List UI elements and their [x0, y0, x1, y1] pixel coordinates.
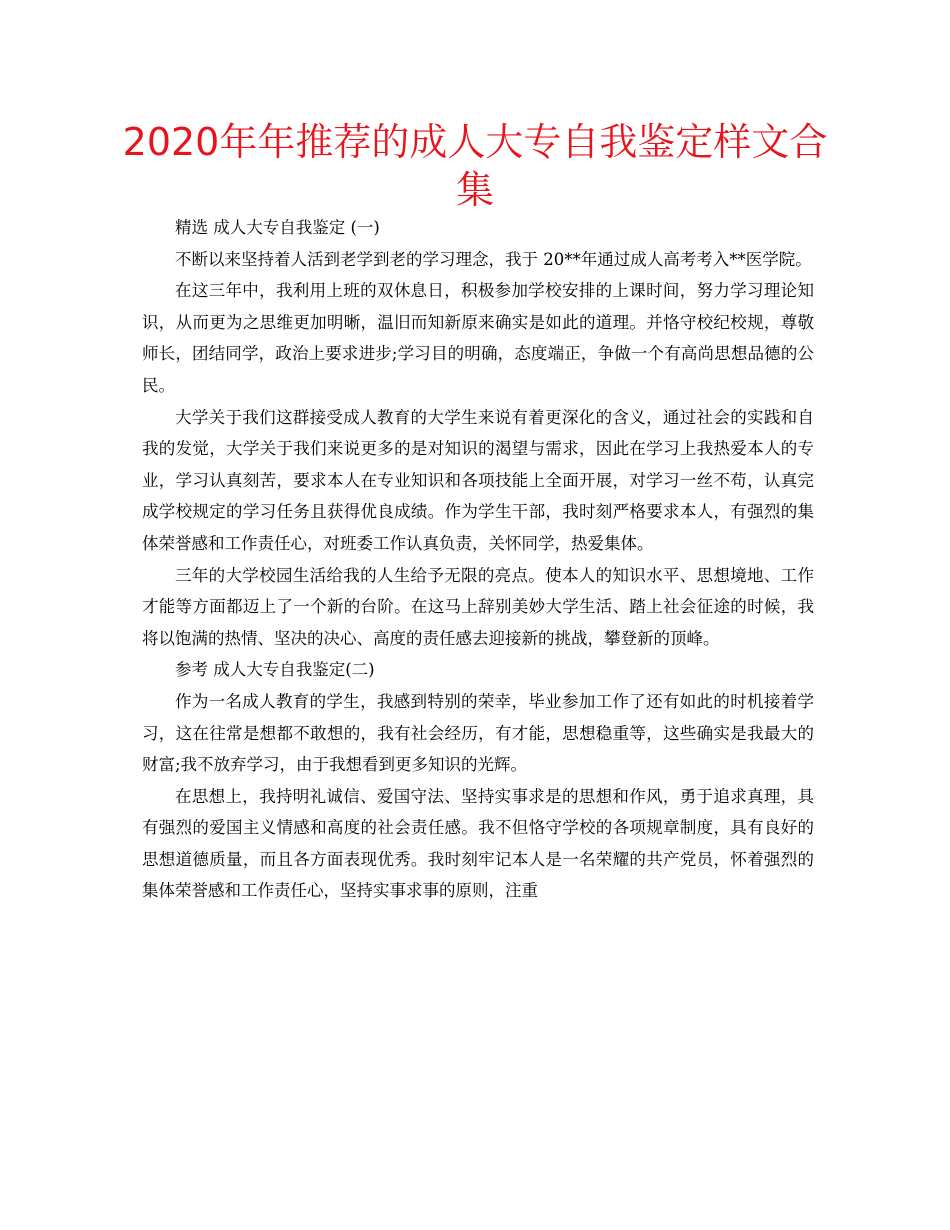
- paragraph-4: 三年的大学校园生活给我的人生给予无限的亮点。使本人的知识水平、思想境地、工作才能等方面都迈上了一个新的台阶。在这马上辞别美妙大学生活、踏上社会征途的时候，我将以饱满的热情、坚决的决心、高度的责任感去迎接新的挑战，攀登新的顶峰。: [142, 565, 814, 648]
- document-body: [142, 212, 814, 907]
- paragraph-1: 不断以来坚持着人活到老学到老的学习理念，我于 20**年通过成人高考考入**医学院。: [175, 249, 812, 269]
- paragraph-6: 在思想上，我持明礼诚信、爱国守法、坚持实事求是的思想和作风，勇于追求真理，具有强烈的爱国主义情感和高度的社会责任感。我不但恪守学校的各项规章制度，具有良好的思想道德质量，而且各方面表现优秀。我时刻牢记本人是一名荣耀的共产党员，怀着强烈的集体荣誉感和工作责任心，坚持实事求事的原则，注重: [142, 786, 814, 901]
- paragraph-2: 在这三年中，我利用上班的双休息日，积极参加学校安排的上课时间，努力学习理论知识，从而更为之思维更加明晰，温旧而知新原来确实是如此的道理。并恪守校纪校规，尊敬师长，团结同学，政治上要求进步;学习目的明确，态度端正，争做一个有高尚思想品德的公民。: [142, 281, 814, 395]
- paragraph-5: 作为一名成人教育的学生，我感到特别的荣幸，毕业参加工作了还有如此的时机接着学习，这在往常是想都不敢想的，我有社会经历，有才能，思想稳重等，这些确实是我最大的财富;我不放弃学习，由于我想看到更多知识的光辉。: [142, 691, 814, 775]
- paragraph-3: 大学关于我们这群接受成人教育的大学生来说有着更深化的含义，通过社会的实践和自我的发觉，大学关于我们来说更多的是对知识的渴望与需求，因此在学习上我热爱本人的专业，学习认真刻苦，要求本人在专业知识和各项技能上全面开展，对学习一丝不苟，认真完成学校规定的学习任务且获得优良成绩。作为学生干部，我时刻严格要求本人，有强烈的集体荣誉感和工作责任心，对班委工作认真负责，关怀同学，热爱集体。: [142, 407, 814, 553]
- section-heading-2: 参考 成人大专自我鉴定(二): [175, 660, 375, 680]
- document-title: 2020年年推荐的成人大专自我鉴定样文合集: [122, 120, 828, 212]
- section-heading-1: 精选 成人大专自我鉴定 (一): [175, 218, 380, 237]
